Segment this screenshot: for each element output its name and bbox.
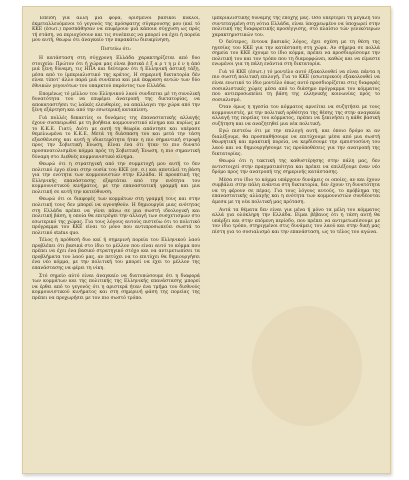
paragraph: Γιά πολλές δεκαετίες οι δυνάμεις της έπαναστατικής αλλαγής έχουν συσπειρωθεί με τη βοήθεια κομμουνιστικό κίνημα και κυρίως με το Κ.Κ.Ε. Γιατί; Διότι με αυτή τη θεωρία απάντησε και υπέρασε θεμελιωμένα το Κ.Κ.Ε. Μετά τη διάσπαση του και μετά την τάση εξασθένισης και αυτή η ιδιαιτερότητα ήταν η πιο σημαντική στροφή προς την Σοβιετική Ένωση, Είναι ένα ότι ήταν το πιο δυνατό προσανατολισμένο κόμμα πρός τη Σοβιετική Ένωση, η πιο σημαντική δύναμη στο Διεθνές κομμουνιστικό κίνημα. bbox=[32, 115, 200, 160]
paragraph: Μέσα στο ίδιο το κόμμα υπάρχουν δυνάμεις οι οποίες, αν και έχουν συμβάλει στην πάλη ενάντια στη δικτατορία, δεν έχουν τη δυνατότητα να τη φέρουν σε πέρας. Για τους λόγους αυτούς, το πρόβλημα της επαναστατικής αλλαγής και η ενότητα των κομμουνιστών συνδέονται άμεσα με τη νέα πολιτική μας πρόταση. bbox=[212, 177, 380, 205]
paragraph: Τέλος ή πρόθεσή δυο καί ή σημερινή πορεία του Ελληνικού λαού προβλέπει ότι βασικά στο ίδιο το μέλλον που είναι αυτό το κόμμα που πρέπει να έχει ένα βασικό στρατηγικό στόχο και να αντιμετωπίσει τα προβλήματα του λαού μας, αν πετύχει να το επιτύχει θα δημιουργήσει ένα νέο κόμμα, με την πολιτική του μπορεί να έχει το μέλλον της επανάστασης να φέρει τη νίκη. bbox=[32, 238, 200, 271]
paragraph: Θεωρώ ότι η στρατηγική από την συμμετοχή μου αυτή το δεν πολιτικό έργο είναι στην ουσία του ΚΚΕ (εσ. σ.) και αποτελεί τη βάση για την ενότητα των κομμουνιστών στην Ελλάδα. Η προοπτική της Ελληνικής επανάστασης εξαρτάται από την ενότητα του κομμουνιστικού κινήματος, με την επαναστατική γραμμή και μια πολιτική σε αυτή την κατεύθυνση. bbox=[32, 162, 200, 195]
paragraph: Θεωρώ ότι η τακτική της καθυστέρησης στην πάλη μας, δεν αντιστοιχεί στην πραγματικότητα και πρέπει να επιλέξουμε έναν νέο δρόμο προς την ανατροπή της σημερινής κατάστασης. bbox=[212, 159, 380, 176]
paragraph: Γιά τό ΚΚΕ (έσωτ.) τό μοντέλο αυτό έξακολουθεί να είναι πάντα η πιο σωστή πολιτική επιλογή. Για το ΚΚΕ (εσωτερικού) εξακολουθεί να είναι ενωτικό το ίδιο μοντέλο όπως αυτό προσδιορίζεται στις διαφορές σοσιαλιστικές χώρες μέσα από το διάσημο πρόγραμμα του κόμματος που αντιπροσωπεύει τη βάση της ελληνικής κοινωνίας πρός το σοσιαλισμό. bbox=[212, 69, 380, 103]
paragraph-heading: Πιστεύω ότι: bbox=[100, 46, 132, 52]
left-column bbox=[32, 16, 200, 468]
paragraph: Επομένως τό μέλλον του Ελληνικού λαού συνδεεται μέ τη συνολική δυνατότητα του να επιφέρει άνατροπή της δικτατορίας, να αποκαταστήσει τις λαϊκές ελευθερίες, να απαλλαγει την χώρα από την ξένη εξάρτηση και από την εσωτερική καταπίεση. bbox=[32, 91, 200, 114]
paragraph: Όταν όμως η ηγεσία του κόμματος αρνείται να συζητήσει με τους κομμουνιστές, με την πολιτική ορθότητα της θέσης της στην αναγκαία αλλαγή της πορείας του κόμματος, πρέπει να ξεκινήσει η κάθε βασική συζήτηση και να αναζητηθεί μια νέα πολιτική. bbox=[212, 105, 380, 127]
paragraph: Εγώ πιστεύω ότι με την επιλογή αυτή, και όποιο δρόμο κι αν διαλέξουμε, θα προσπαθήσουμε να επιτύχουμε μέσα από μια σωστή θεωρητική και πρακτική πορεία, να κερδίσουμε την εμπιστοσύνη του λαού και να δημιουργήσουμε τις προϋποθέσεις για την ανατροπή της δικτατορίας. bbox=[212, 129, 380, 157]
right-column bbox=[212, 16, 380, 468]
paragraph: Ό δεύτερος, έντονα βασικός λόγος, έχει σχέση με τη θέση της ηγεσίας του ΚΚΕ για την κατάσταση στη χώρα. Αν σήμερα σε πολλά σημεία του ΚΚΕ έχουμε το ίδιο κόμμα, πρέπει να προσδιορίσουμε την πολιτική του και τον τρόπο που τη διαμορφώνει, καθώς και να είμαστε ενωμένοι για τη πάλη ενάντια στη δικτατορία. bbox=[212, 40, 380, 68]
paragraph: Έπειδή γιά άλλη μιά φορά, όρισμένοι βασικοί κύκλοι, έκμεταλλευόμενοι τό γεγονός της πρόσφατης σύγκρουσης μου (καί τό ΚΚΕ (έσωτ.) προσπάθησαν να επιφέρουν μιά κάποια σύγχυση ως πρός τή στάση, να περιοχύσουν και τις συνέπειες να μπορεί να έχει ή πορεία μου αυτή, θεωρώ ότι άναγκαίο την παρακάτω διευκρίνηση. bbox=[32, 16, 200, 44]
paragraph: ίμπεριαλιστικής δύναμης τής έποχής μας. Όσο ύπερτερεί τη μεγάλη του συντεταγμένη στη νότια Ελλάδα, είναι ύποχρεωμένο να ύποχωρεί στην πολιτική της διαφορετικής προσέγγισης, στό πλαίσιο τών γενικότερων χαρακτηριστικών του. bbox=[212, 16, 380, 38]
paragraph: Η κατάσταση στη σύγχρονη Ελλάδα χαρακτηρίζεται από δυο στοιχεία: Πρώτον ότι ή χώρα μας είναι βασικά έ ξ α ρ τ η μ έ ν η άπό μιά ξένη δύναμη, τις ΗΠΑ και δεύτερον ότι ή Ελληνική άστική τάξη, μέσα από το ίμπεριαλιστικό της κράτος, Η σημερινή δικτατορία δέν είναι τίποτ' άλλο παρά μιά συνέπεια καί μιά έκφραση αυτών των δύο έθνικών γεγονότων του υπαρκτού παρόντος των Ελλάδα. bbox=[32, 56, 200, 90]
paragraph: Στό σημείο αύτό είναι άναγκαίο να διατυπώσουμε ότι η διαφορά των κομμάτων και της πολιτικής της Ελληνικής επανάστασης μπορεί να έρθει από το γεγονός ότι η αριστερά ήταν ένα τμήμα του διεθνούς κομμουνιστικού κινήματος και στη σημερινή φάση της πορείας της πρέπει να προχωρήσει με τον πιο σωστό τρόπο. bbox=[32, 273, 200, 301]
paragraph: Αυτά τα θέματα δεν είναι για μένα ή μόνο τα μέλη του κόμματος αλλά για ολόκληρη την Ελλάδα. Είμαι βέβαιος ότι η τάση αυτή θα υπάρξει και στην επόμενη περίοδο, που πρέπει να αντιμετωπίσουμε με τον ίδιο τρόπο, στηριγμένοι στις δυνάμεις του λαού και στην δική μας πίστη για το σοσιαλισμό και την επανάσταση, ως το τέλος του αγώνα. bbox=[212, 207, 380, 235]
document-page bbox=[22, 6, 391, 474]
paragraph: Θεωρώ ότι οι διαφορές των κομμάτων στη γραμμή τους και στην πολιτική τους δεν μπορεί να αγνοηθούν. Η δημιουργία μιας ενότητας στη Ελλάδα πρέπει να γίνει πάνω σε μια σωστή ιδεολογική και πολιτική βάση, η οποία θα επιτρέψει την αλλαγή των συσχετισμών στο εσωτερικό της χώρας. Για τους λόγους αυτούς πιστεύω ότι το πολιτικό πρόγραμμα του ΚΚΕ είναι το μόνο που αντιπροσωπεύει σωστά το πολιτικό status quo. bbox=[32, 197, 200, 236]
